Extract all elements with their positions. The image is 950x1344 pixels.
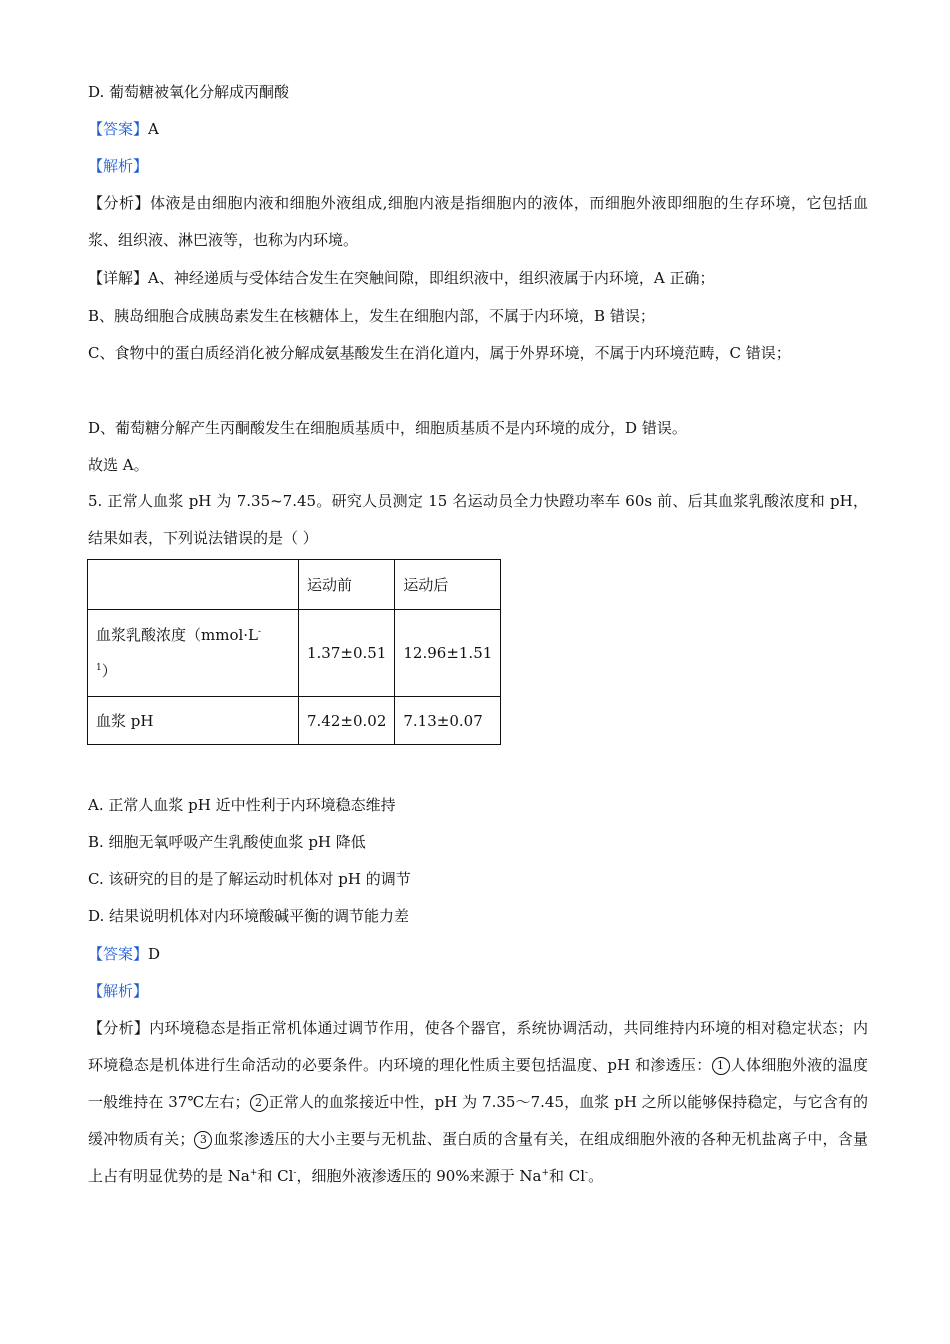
q4-detail-a xyxy=(88,268,714,288)
detail-a-text: A、神经递质与受体结合发生在突触间隙，即组织液中，组织液属于内环境，A 正确； xyxy=(148,269,715,287)
answer-value: D xyxy=(148,945,161,963)
table-header-row xyxy=(88,560,501,610)
circled-number-1: 1 xyxy=(712,1057,730,1075)
analysis-point-3: 血浆渗透压的大小主要与无机盐、蛋白质的含量有关，在组成细胞外液的各种无机盐离子中，含量上占有明显优势的是 Na xyxy=(88,1130,868,1185)
detail-tag: 【详解】 xyxy=(88,269,149,287)
analysis-tag: 【分析】 xyxy=(88,194,151,212)
circled-number-2: 2 xyxy=(250,1094,268,1112)
table-row xyxy=(88,610,501,697)
analysis-point-1: 人体细胞外液的温度一般维持在 37℃左右； xyxy=(88,1056,868,1111)
table-cell: 12.96±1.51 xyxy=(395,610,501,697)
q4-detail-b: B、胰岛细胞合成胰岛素发生在核糖体上，发生在细胞内部，不属于内环境，B 错误； xyxy=(88,307,655,325)
q4-conclusion: 故选 A。 xyxy=(88,456,149,474)
q5-analysis: 【分析】内环境稳态是指正常机体通过调节作用，使各个器官，系统协调活动，共同维持内环境的相对稳定状态；内环境稳态是机体进行生命活动的必要条件。内环境的理化性质主要包括温度、pH 和渗透压： 1 人体细胞外液的温度一般维持在 37℃左右； 2 正常人的血浆接近中性，pH 为 7.35～7.45，血浆 pH 之所以能够保持稳定，与它含有的缓冲物质有关； 3 血浆渗透压的大小主要与无机盐、蛋白质的含量有关，在组成细胞外液的各种无机盐离子中，含量上占有明显优势的是 Na+和 Cl-，细胞外液渗透压的 90%来源于 Na+和 Cl-。 xyxy=(88,1019,868,1185)
analysis-text: 体液是由细胞内液和细胞外液组成,细胞内液是指细胞内的液体，而细胞外液即细胞的生存环境，它包括血浆、组织液、淋巴液等，也称为内环境。 xyxy=(88,194,868,249)
table-header-cell: 运动前 xyxy=(299,560,395,610)
table-row xyxy=(88,697,501,745)
q4-option-d: D. 葡萄糖被氧化分解成丙酮酸 xyxy=(88,83,290,101)
results-table xyxy=(87,559,501,745)
q5-option-b: B. 细胞无氧呼吸产生乳酸使血浆 pH 降低 xyxy=(88,833,366,851)
circled-number-3: 3 xyxy=(194,1131,212,1149)
analysis-tag: 【分析】 xyxy=(88,1019,150,1037)
q4-analysis xyxy=(88,185,868,259)
q4-jiexi-tag xyxy=(88,156,148,176)
analysis-p1: 内环境稳态是指正常机体通过调节作用，使各个器官，系统协调活动，共同维持内环境的相对稳定状态；内环境稳态是机体进行生命活动的必要条件。内环境的理化性质主要包括温度、pH 和渗透压： xyxy=(88,1019,868,1074)
q5-option-a: A. 正常人血浆 pH 近中性利于内环境稳态维持 xyxy=(88,796,396,814)
q5-stem: 5. 正常人血浆 pH 为 7.35~7.45。研究人员测定 15 名运动员全力快蹬功率车 60s 前、后其血浆乳酸浓度和 pH，结果如表，下列说法错误的是（ ） xyxy=(88,492,868,547)
jiexi-tag: 【解析】 xyxy=(88,157,149,175)
table-cell: 7.42±0.02 xyxy=(299,697,395,745)
table-header-cell xyxy=(88,560,299,610)
q5-jiexi-tag xyxy=(88,981,148,1001)
table-header-cell: 运动后 xyxy=(395,560,501,610)
q4-detail-c: C、食物中的蛋白质经消化被分解成氨基酸发生在消化道内，属于外界环境，不属于内环境范畴，C 错误； xyxy=(88,344,791,362)
answer-value: A xyxy=(148,120,159,138)
q4-detail-d: D、葡萄糖分解产生丙酮酸发生在细胞质基质中，细胞质基质不是内环境的成分，D 错误。 xyxy=(88,419,687,437)
q5-option-d: D. 结果说明机体对内环境酸碱平衡的调节能力差 xyxy=(88,907,410,925)
table-cell: 1.37±0.51 xyxy=(299,610,395,697)
table-cell-lactate-label: 血浆乳酸浓度（mmol·L- $^1$） xyxy=(88,610,299,697)
answer-tag: 【答案】 xyxy=(88,120,149,138)
answer-tag: 【答案】 xyxy=(88,945,149,963)
q5-option-c: C. 该研究的目的是了解运动时机体对 pH 的调节 xyxy=(88,870,411,888)
table-cell: 7.13±0.07 xyxy=(395,697,501,745)
jiexi-tag: 【解析】 xyxy=(88,982,149,1000)
table-cell-ph-label: 血浆 pH xyxy=(88,697,299,745)
analysis-point-2: 正常人的血浆接近中性，pH 为 7.35～7.45，血浆 pH 之所以能够保持稳定，与它含有的缓冲物质有关； xyxy=(88,1093,868,1148)
q4-answer xyxy=(88,119,159,139)
q5-answer xyxy=(88,944,160,964)
